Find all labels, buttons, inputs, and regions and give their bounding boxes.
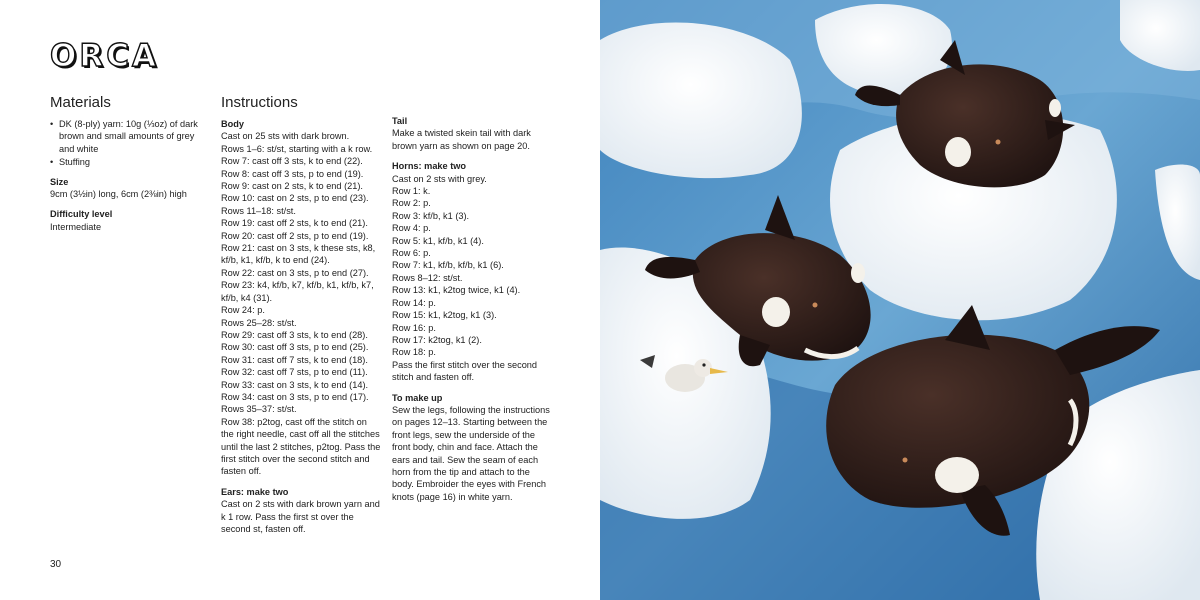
makeup-heading: To make up (392, 392, 443, 403)
materials-item: • DK (8-ply) yarn: 10g (⅓oz) of dark brown and small amounts of grey and white (59, 118, 210, 155)
body-row: Row 22: cast on 3 sts, p to end (27). (221, 267, 369, 278)
horns-row: Row 5: k1, kf/b, k1 (4). (392, 235, 484, 246)
body-row: Row 31: cast off 7 sts, k to end (18). (221, 354, 368, 365)
horns-row: Cast on 2 sts with grey. (392, 173, 487, 184)
body-row: Row 29: cast off 3 sts, k to end (28). (221, 329, 368, 340)
body-row: Row 9: cast on 2 sts, k to end (21). (221, 181, 363, 192)
horns-row: Row 7: k1, kf/b, kf/b, k1 (6). (392, 260, 504, 271)
body-rows (221, 130, 381, 477)
horns-rows (392, 173, 552, 384)
horns-row: Row 16: p. (392, 322, 436, 333)
page-title: ORCA (50, 38, 159, 74)
body-row: Row 7: cast off 3 sts, k to end (22). (221, 156, 363, 167)
materials-column (50, 94, 210, 241)
horns-heading: Horns: make two (392, 161, 467, 172)
instructions-column-continued (392, 115, 552, 511)
body-row: Rows 25–28: st/st. (221, 317, 297, 328)
page-number: 30 (50, 559, 62, 570)
body-row: Rows 11–18: st/st. (221, 205, 296, 216)
materials-list (50, 118, 210, 169)
body-row: Row 21: cast on 3 sts, k these sts, k8, kf/b, k1, kf/b, k to end (24). (221, 243, 376, 266)
horns-row: Row 14: p. (392, 297, 436, 308)
body-row: Cast on 25 sts with dark brown. (221, 131, 350, 142)
horns-row: Row 4: p. (392, 223, 431, 234)
instructions-heading: Instructions (221, 94, 298, 111)
horns-row: Row 1: k. (392, 186, 431, 197)
ears-text: Cast on 2 sts with dark brown yarn and k 1 row. Pass the first st over the second st, fasten off. (221, 499, 380, 534)
body-row: Row 32: cast off 7 sts, p to end (11). (221, 367, 368, 378)
difficulty-text: Intermediate (50, 221, 102, 232)
horns-row: Row 15: k1, k2tog, k1 (3). (392, 310, 497, 321)
ears-heading: Ears: make two (221, 486, 289, 497)
body-row: Row 34: cast on 3 sts, p to end (17). (221, 391, 369, 402)
body-row: Rows 1–6: st/st, starting with a k row. (221, 143, 373, 154)
orca-photo (600, 0, 1200, 600)
horns-row: Pass the first stitch over the second stitch and fasten off. (392, 359, 538, 383)
horns-row: Row 18: p. (392, 347, 436, 358)
materials-heading: Materials (50, 94, 111, 111)
horns-row: Row 3: kf/b, k1 (3). (392, 210, 470, 221)
tail-heading: Tail (392, 116, 408, 126)
materials-item: • Stuffing (59, 156, 210, 168)
body-row: Row 19: cast off 2 sts, k to end (21). (221, 218, 368, 229)
body-row: Row 30: cast off 3 sts, p to end (25). (221, 342, 369, 353)
body-row: Row 8: cast off 3 sts, p to end (19). (221, 168, 364, 179)
horns-row: Row 17: k2tog, k1 (2). (392, 334, 482, 345)
body-row: Row 20: cast off 2 sts, p to end (19). (221, 230, 369, 241)
horns-row: Row 2: p. (392, 198, 431, 209)
orca-photo-illustration (600, 0, 1200, 600)
body-row: Row 33: cast on 3 sts, k to end (14). (221, 379, 369, 390)
body-row: Row 38: p2tog, cast off the stitch on the right needle, cast off all the stitches until the last 2 stitches, p2tog. Pass the first stitch over the second stitch and fasten off. (221, 416, 381, 477)
horns-row: Row 13: k1, k2tog twice, k1 (4). (392, 285, 521, 296)
size-heading: Size (50, 176, 69, 187)
tail-text: Make a twisted skein tail with dark brown yarn as shown on page 20. (392, 128, 531, 151)
size-text: 9cm (3½in) long, 6cm (2⅜in) high (50, 189, 187, 200)
difficulty-heading: Difficulty level (50, 209, 113, 220)
body-row: Rows 35–37: st/st. (221, 404, 297, 415)
body-row: Row 23: k4, kf/b, k7, kf/b, k1, kf/b, k7, kf/b, k4 (31). (221, 280, 374, 303)
instructions-column (221, 94, 381, 543)
horns-row: Row 6: p. (392, 248, 431, 259)
body-heading: Body (221, 119, 244, 129)
body-row: Row 24: p. (221, 305, 265, 316)
body-row: Row 10: cast on 2 sts, p to end (23). (221, 193, 369, 204)
horns-row: Rows 8–12: st/st. (392, 272, 463, 283)
makeup-text: Sew the legs, following the instructions on pages 12–13. Starting between the front legs, sew the underside of the front body, chin and face. Attach the ears and tail. Sew the seam of each horn from the tip and attach to the body. Embroider the eyes with French knots (page 16) in white yarn. (392, 404, 550, 502)
